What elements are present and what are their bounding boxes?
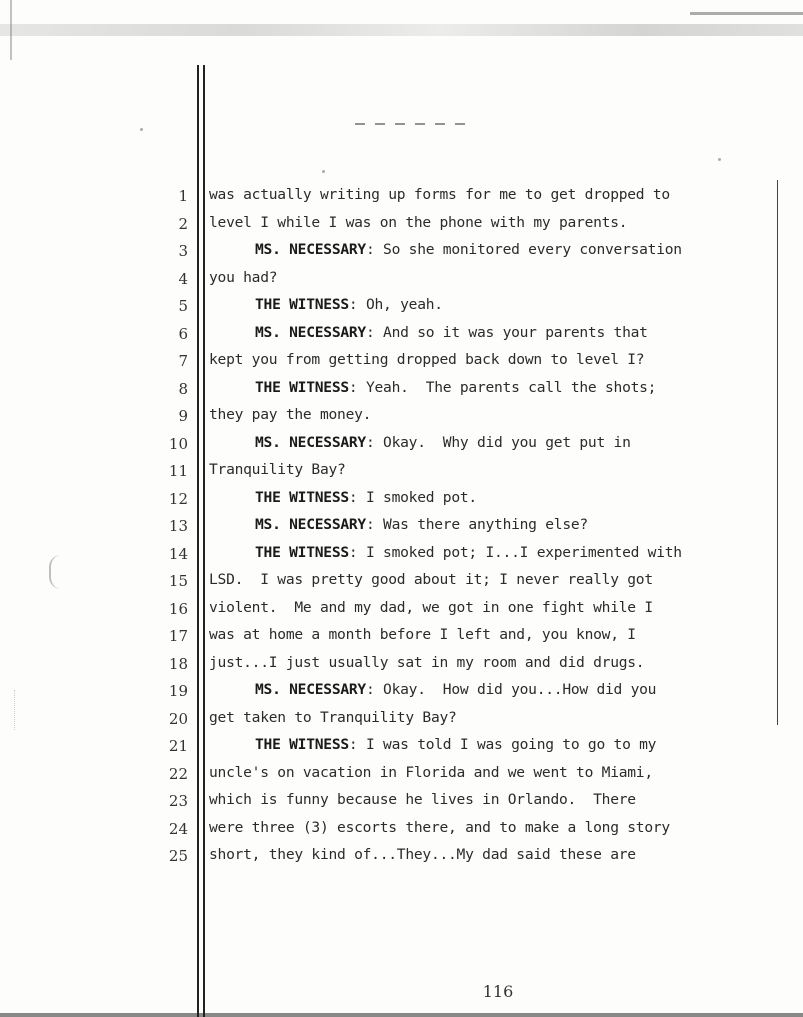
line-number: 17 — [168, 627, 188, 645]
line-text: kept you from getting dropped back down to level I? — [209, 351, 645, 368]
transcript-line — [209, 489, 803, 506]
line-number: 22 — [168, 764, 188, 783]
line-text: : Okay. How did you...How did you — [365, 681, 657, 698]
transcript-line — [209, 461, 775, 478]
transcript-line — [209, 654, 775, 671]
line-text: : I smoked pot; I...I experimented with — [348, 543, 682, 561]
speaker-label: THE WITNESS — [255, 378, 349, 396]
line-text: which is funny because he lives in Orlando. There — [209, 791, 636, 808]
line-text: : Oh, yeah. — [348, 296, 443, 313]
line-number: 21 — [168, 737, 188, 755]
line-number: 14 — [168, 544, 188, 563]
line-number: 5 — [178, 297, 188, 315]
transcript-line — [209, 186, 775, 203]
margin-rule-outer — [197, 65, 199, 1017]
transcript-line — [209, 681, 803, 698]
line-text: : Yeah. The parents call the shots; — [348, 378, 657, 396]
line-number: 20 — [168, 709, 188, 728]
transcript-line — [209, 324, 803, 341]
line-number: 4 — [178, 269, 188, 288]
line-text: you had? — [209, 268, 278, 286]
line-text: was at home a month before I left and, you know, I — [209, 626, 636, 643]
line-number: 11 — [168, 462, 188, 480]
line-text: : I was told I was going to go to my — [348, 736, 657, 753]
transcript-line — [209, 819, 775, 836]
line-number: 7 — [178, 352, 188, 370]
line-number: 15 — [168, 572, 188, 590]
line-number: 8 — [178, 379, 188, 398]
line-number: 13 — [168, 517, 188, 535]
transcript-line — [209, 296, 803, 313]
speaker-label: MS. NECESSARY — [255, 323, 366, 341]
transcript-line — [209, 379, 803, 396]
margin-mark — [49, 555, 69, 589]
transcript-line — [209, 846, 775, 863]
line-number: 10 — [168, 434, 188, 453]
margin-rule-right — [777, 180, 778, 725]
scan-artifact-top-right — [690, 12, 803, 15]
line-text: were three (3) escorts there, and to make a long story — [209, 818, 670, 836]
line-text: they pay the money. — [209, 406, 372, 423]
scan-artifact-bottom-edge — [0, 1013, 803, 1017]
line-text: violent. Me and my dad, we got in one fight while I — [209, 598, 653, 616]
transcript-line — [209, 406, 775, 423]
line-number: 19 — [168, 682, 188, 700]
transcript-line — [209, 626, 775, 643]
line-number: 24 — [168, 819, 188, 838]
transcript-line — [209, 241, 803, 258]
transcript-line — [209, 214, 775, 231]
speaker-label: MS. NECESSARY — [255, 241, 366, 258]
speaker-label: THE WITNESS — [255, 296, 349, 313]
transcript-line — [209, 709, 775, 726]
line-number: 18 — [168, 654, 188, 673]
transcript-line — [209, 434, 803, 451]
line-text: LSD. I was pretty good about it; I never really got — [209, 571, 653, 588]
transcript-line — [209, 544, 803, 561]
line-number: 12 — [168, 489, 188, 508]
line-text: just...I just usually sat in my room and did drugs. — [209, 653, 645, 671]
transcript-line — [209, 791, 775, 808]
line-text: : So she monitored every conversation — [365, 241, 682, 258]
transcript-line — [209, 736, 803, 753]
speaker-label: MS. NECESSARY — [255, 681, 366, 698]
transcript-line — [209, 571, 775, 588]
line-text: : Okay. Why did you get put in — [365, 433, 631, 451]
scan-speck — [322, 170, 325, 173]
page-number: 116 — [482, 982, 514, 1001]
speaker-label: MS. NECESSARY — [255, 516, 366, 533]
line-number: 6 — [178, 324, 188, 343]
scan-artifact-left-edge — [10, 0, 12, 60]
scan-speck — [718, 158, 721, 161]
line-text: : And so it was your parents that — [365, 323, 648, 341]
line-text: get taken to Tranquility Bay? — [209, 708, 457, 726]
line-number: 23 — [168, 792, 188, 810]
line-text: level I while I was on the phone with my parents. — [209, 213, 628, 231]
line-number: 1 — [178, 187, 188, 205]
speaker-label: MS. NECESSARY — [255, 433, 366, 451]
line-text: : I smoked pot. — [348, 488, 477, 506]
transcript-line — [209, 351, 775, 368]
scan-speck — [140, 128, 143, 131]
line-number: 16 — [168, 599, 188, 618]
transcript-line — [209, 269, 775, 286]
line-text: was actually writing up forms for me to get dropped to — [209, 186, 670, 203]
scan-artifact-dashes — [355, 123, 465, 125]
margin-rule-inner — [203, 65, 205, 1017]
line-number: 3 — [178, 242, 188, 260]
line-number: 9 — [178, 407, 188, 425]
line-text: : Was there anything else? — [365, 516, 588, 533]
line-text: short, they kind of...They...My dad said these are — [209, 846, 636, 863]
scan-artifact-margin — [14, 690, 43, 730]
line-text: uncle's on vacation in Florida and we went to Miami, — [209, 763, 653, 781]
transcript-line — [209, 599, 775, 616]
transcript-line — [209, 764, 775, 781]
line-number: 25 — [168, 847, 188, 865]
line-number: 2 — [178, 214, 188, 233]
line-text: Tranquility Bay? — [209, 461, 346, 478]
scan-artifact-top — [0, 24, 803, 36]
speaker-label: THE WITNESS — [255, 488, 349, 506]
transcript-line — [209, 516, 803, 533]
speaker-label: THE WITNESS — [255, 736, 349, 753]
speaker-label: THE WITNESS — [255, 543, 349, 561]
